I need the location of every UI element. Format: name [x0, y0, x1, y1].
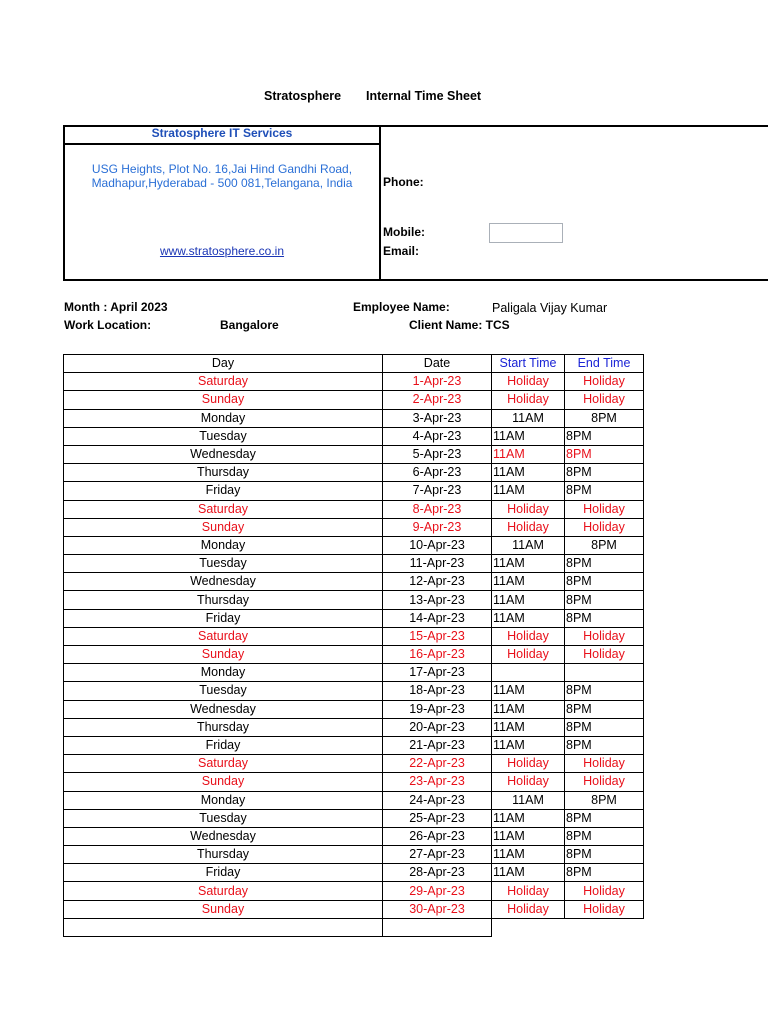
cell-day[interactable]: Saturday [64, 755, 383, 773]
company-address [63, 162, 381, 190]
cell-date[interactable]: 28-Apr-23 [383, 864, 492, 882]
cell-day[interactable]: Thursday [64, 718, 383, 736]
email-label: Email: [383, 244, 420, 258]
cell-end-time[interactable]: Holiday [565, 627, 644, 645]
table-row [64, 664, 644, 682]
cell-end-time[interactable]: 8PM [565, 482, 644, 500]
cell-day[interactable]: Monday [64, 536, 383, 554]
cell-end-time[interactable]: 8PM [565, 809, 644, 827]
cell-end-time[interactable]: 8PM [565, 736, 644, 754]
header-date: Date [383, 355, 492, 373]
table-row [64, 427, 644, 445]
cell-date[interactable]: 11-Apr-23 [383, 555, 492, 573]
cell-day[interactable]: Tuesday [64, 427, 383, 445]
cell-date[interactable]: 1-Apr-23 [383, 373, 492, 391]
table-row [64, 555, 644, 573]
cell-date[interactable]: 17-Apr-23 [383, 664, 492, 682]
table-row [64, 464, 644, 482]
table-row [64, 536, 644, 554]
cell-day[interactable]: Thursday [64, 464, 383, 482]
cell-start-time[interactable]: 11AM [492, 445, 565, 463]
table-row [64, 391, 644, 409]
cell-start-time[interactable]: 11AM [492, 427, 565, 445]
cell-day[interactable]: Wednesday [64, 827, 383, 845]
cell-date[interactable]: 20-Apr-23 [383, 718, 492, 736]
cell-start-time[interactable]: Holiday [492, 373, 565, 391]
table-row [64, 809, 644, 827]
timesheet-body [64, 373, 644, 937]
cell-date[interactable]: 15-Apr-23 [383, 627, 492, 645]
cell-date[interactable]: 22-Apr-23 [383, 755, 492, 773]
cell-start-time[interactable] [492, 664, 565, 682]
cell-start-time[interactable]: Holiday [492, 773, 565, 791]
employee-name-value: Paligala Vijay Kumar [492, 301, 608, 315]
cell-start-time[interactable]: Holiday [492, 518, 565, 536]
cell-day[interactable]: Saturday [64, 882, 383, 900]
table-row [64, 773, 644, 791]
table-row [64, 627, 644, 645]
cell-date[interactable]: 6-Apr-23 [383, 464, 492, 482]
table-row [64, 700, 644, 718]
cell-start-time[interactable]: 11AM [492, 591, 565, 609]
cell-end-time[interactable]: Holiday [565, 773, 644, 791]
address-line-2: Madhapur,Hyderabad - 500 081,Telangana, India [91, 176, 353, 190]
cell-end-time[interactable]: Holiday [565, 500, 644, 518]
cell-day[interactable]: Saturday [64, 373, 383, 391]
cell-end-time[interactable]: 8PM [565, 445, 644, 463]
cell-date[interactable]: 25-Apr-23 [383, 809, 492, 827]
cell-day[interactable]: Sunday [64, 391, 383, 409]
cell-day[interactable]: Friday [64, 609, 383, 627]
header-end-time: End Time [565, 355, 644, 373]
table-row [64, 500, 644, 518]
table-row [64, 482, 644, 500]
company-website [63, 244, 381, 258]
cell-end-time[interactable]: Holiday [565, 518, 644, 536]
cell-blank [565, 918, 644, 936]
cell-day[interactable]: Tuesday [64, 682, 383, 700]
cell-empty[interactable] [64, 918, 383, 936]
cell-date[interactable]: 18-Apr-23 [383, 682, 492, 700]
cell-date[interactable]: 12-Apr-23 [383, 573, 492, 591]
cell-date[interactable]: 3-Apr-23 [383, 409, 492, 427]
cell-date[interactable]: 10-Apr-23 [383, 536, 492, 554]
cell-day[interactable]: Friday [64, 736, 383, 754]
cell-end-time[interactable]: 8PM [565, 791, 644, 809]
cell-start-time[interactable]: Holiday [492, 882, 565, 900]
cell-day[interactable]: Thursday [64, 591, 383, 609]
cell-start-time[interactable]: 11AM [492, 482, 565, 500]
cell-start-time[interactable]: Holiday [492, 500, 565, 518]
table-row [64, 791, 644, 809]
cell-end-time[interactable]: 8PM [565, 409, 644, 427]
cell-day[interactable]: Friday [64, 482, 383, 500]
header-start-time: Start Time [492, 355, 565, 373]
cell-start-time[interactable]: 11AM [492, 609, 565, 627]
cell-start-time[interactable]: 11AM [492, 555, 565, 573]
contact-box [381, 125, 768, 281]
cell-date[interactable]: 30-Apr-23 [383, 900, 492, 918]
cell-start-time[interactable]: 11AM [492, 573, 565, 591]
client-name: Client Name: TCS [409, 318, 510, 332]
mobile-field[interactable] [489, 223, 563, 243]
cell-day[interactable]: Thursday [64, 846, 383, 864]
cell-day[interactable]: Tuesday [64, 809, 383, 827]
cell-start-time[interactable]: 11AM [492, 791, 565, 809]
cell-blank [492, 918, 565, 936]
table-row [64, 864, 644, 882]
cell-start-time[interactable]: Holiday [492, 627, 565, 645]
cell-start-time[interactable]: 11AM [492, 736, 565, 754]
cell-day[interactable]: Sunday [64, 900, 383, 918]
website-link[interactable]: www.stratosphere.co.in [159, 244, 285, 258]
phone-label: Phone: [383, 175, 424, 189]
cell-day[interactable]: Friday [64, 864, 383, 882]
cell-date[interactable]: 7-Apr-23 [383, 482, 492, 500]
cell-day[interactable]: Tuesday [64, 555, 383, 573]
cell-start-time[interactable]: Holiday [492, 646, 565, 664]
cell-date[interactable]: 27-Apr-23 [383, 846, 492, 864]
table-row-empty [64, 918, 644, 936]
cell-end-time[interactable]: Holiday [565, 882, 644, 900]
cell-day[interactable]: Wednesday [64, 700, 383, 718]
cell-end-time[interactable]: 8PM [565, 573, 644, 591]
cell-date[interactable]: 26-Apr-23 [383, 827, 492, 845]
table-row [64, 518, 644, 536]
work-location-label: Work Location: [64, 318, 152, 332]
cell-start-time[interactable]: Holiday [492, 391, 565, 409]
cell-end-time[interactable]: 8PM [565, 427, 644, 445]
cell-day[interactable]: Sunday [64, 646, 383, 664]
cell-start-time[interactable]: 11AM [492, 846, 565, 864]
header-day: Day [64, 355, 383, 373]
table-row [64, 609, 644, 627]
cell-empty[interactable] [383, 918, 492, 936]
table-row [64, 718, 644, 736]
cell-start-time[interactable]: 11AM [492, 809, 565, 827]
table-row [64, 373, 644, 391]
cell-end-time[interactable]: 8PM [565, 827, 644, 845]
cell-day[interactable]: Monday [64, 664, 383, 682]
table-row [64, 682, 644, 700]
cell-end-time[interactable]: 8PM [565, 536, 644, 554]
cell-end-time[interactable]: 8PM [565, 864, 644, 882]
cell-start-time[interactable]: 11AM [492, 827, 565, 845]
cell-date[interactable]: 2-Apr-23 [383, 391, 492, 409]
cell-start-time[interactable]: 11AM [492, 718, 565, 736]
sheet-title: Internal Time Sheet [366, 89, 482, 103]
cell-end-time[interactable]: 8PM [565, 682, 644, 700]
table-row [64, 882, 644, 900]
cell-start-time[interactable]: 11AM [492, 536, 565, 554]
cell-day[interactable]: Sunday [64, 773, 383, 791]
cell-end-time[interactable] [565, 664, 644, 682]
cell-date[interactable]: 24-Apr-23 [383, 791, 492, 809]
cell-date[interactable]: 13-Apr-23 [383, 591, 492, 609]
cell-day[interactable]: Saturday [64, 627, 383, 645]
cell-start-time[interactable]: 11AM [492, 409, 565, 427]
cell-end-time[interactable]: Holiday [565, 755, 644, 773]
table-row [64, 409, 644, 427]
table-row [64, 646, 644, 664]
address-line-1: USG Heights, Plot No. 16,Jai Hind Gandhi Road, [91, 162, 353, 176]
cell-start-time[interactable]: 11AM [492, 464, 565, 482]
table-row [64, 445, 644, 463]
table-header-row [64, 355, 644, 373]
table-row [64, 900, 644, 918]
cell-start-time[interactable]: 11AM [492, 864, 565, 882]
table-row [64, 827, 644, 845]
cell-date[interactable]: 4-Apr-23 [383, 427, 492, 445]
cell-end-time[interactable]: Holiday [565, 900, 644, 918]
cell-day[interactable]: Saturday [64, 500, 383, 518]
table-row [64, 846, 644, 864]
table-row [64, 591, 644, 609]
cell-day[interactable]: Monday [64, 791, 383, 809]
cell-end-time[interactable]: 8PM [565, 846, 644, 864]
cell-start-time[interactable]: 11AM [492, 682, 565, 700]
company-name: Stratosphere IT Services [63, 125, 381, 145]
cell-end-time[interactable]: 8PM [565, 718, 644, 736]
cell-date[interactable]: 14-Apr-23 [383, 609, 492, 627]
cell-end-time[interactable]: Holiday [565, 391, 644, 409]
cell-date[interactable]: 23-Apr-23 [383, 773, 492, 791]
cell-end-time[interactable]: 8PM [565, 555, 644, 573]
table-row [64, 736, 644, 754]
company-title: Stratosphere [264, 89, 342, 103]
cell-date[interactable]: 9-Apr-23 [383, 518, 492, 536]
cell-start-time[interactable]: Holiday [492, 755, 565, 773]
cell-start-time[interactable]: 11AM [492, 700, 565, 718]
month-label: Month : April 2023 [64, 300, 168, 314]
cell-date[interactable]: 19-Apr-23 [383, 700, 492, 718]
cell-date[interactable]: 8-Apr-23 [383, 500, 492, 518]
cell-date[interactable]: 21-Apr-23 [383, 736, 492, 754]
cell-day[interactable]: Wednesday [64, 445, 383, 463]
cell-date[interactable]: 5-Apr-23 [383, 445, 492, 463]
timesheet-table [63, 354, 644, 937]
mobile-label: Mobile: [383, 225, 425, 239]
cell-end-time[interactable]: 8PM [565, 464, 644, 482]
cell-date[interactable]: 16-Apr-23 [383, 646, 492, 664]
employee-name-label: Employee Name: [353, 300, 450, 314]
work-location-value: Bangalore [220, 318, 279, 332]
cell-end-time[interactable]: 8PM [565, 609, 644, 627]
cell-day[interactable]: Sunday [64, 518, 383, 536]
cell-end-time[interactable]: Holiday [565, 373, 644, 391]
table-row [64, 573, 644, 591]
table-row [64, 755, 644, 773]
cell-end-time[interactable]: Holiday [565, 646, 644, 664]
cell-date[interactable]: 29-Apr-23 [383, 882, 492, 900]
cell-start-time[interactable]: Holiday [492, 900, 565, 918]
cell-end-time[interactable]: 8PM [565, 700, 644, 718]
cell-end-time[interactable]: 8PM [565, 591, 644, 609]
cell-day[interactable]: Monday [64, 409, 383, 427]
cell-day[interactable]: Wednesday [64, 573, 383, 591]
